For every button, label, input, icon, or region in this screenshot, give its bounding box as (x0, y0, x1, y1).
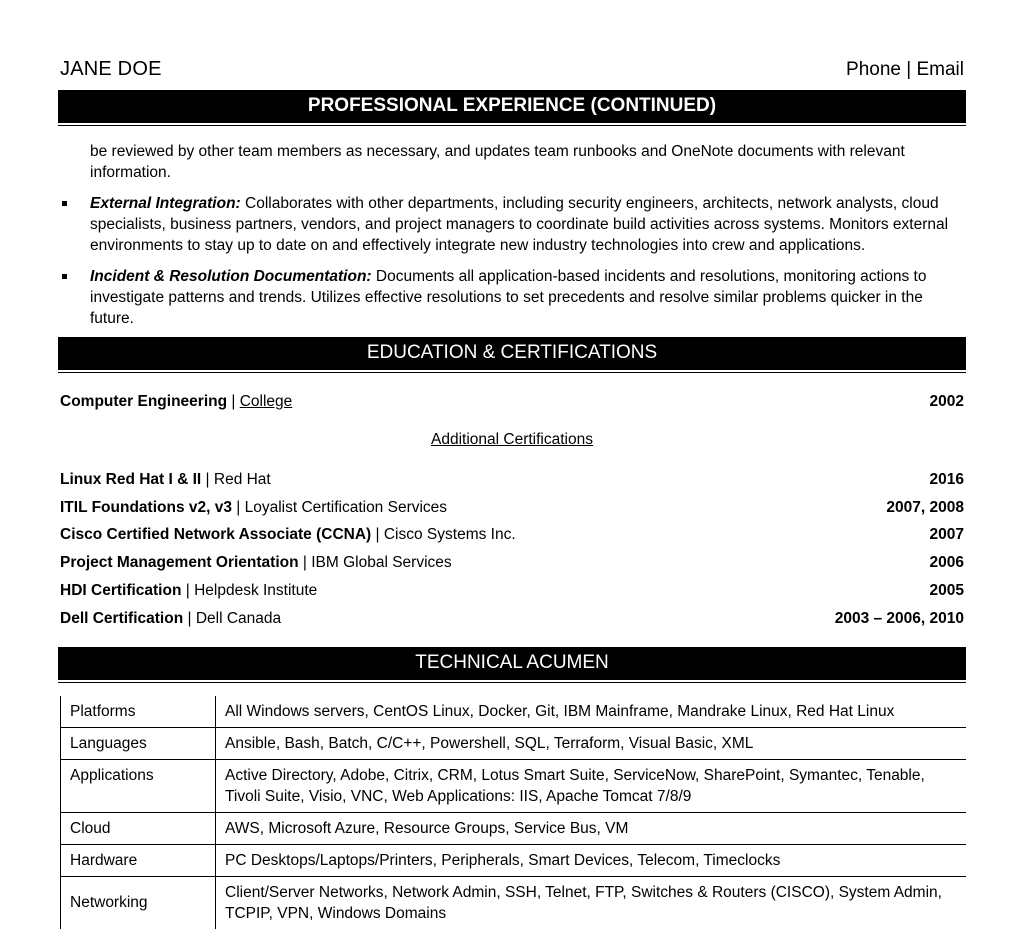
table-row (61, 696, 967, 728)
skill-values: Client/Server Networks, Network Admin, SSH, Telnet, FTP, Switches & Routers (CISCO), System Admin, TCPIP, VPN, Windows Domains (216, 876, 967, 929)
cert-org: Dell Canada (195, 609, 282, 627)
technical-skills-table (60, 696, 966, 929)
cert-year: 2016 (929, 470, 964, 488)
resume-header (58, 58, 966, 90)
cert-entry (60, 605, 281, 633)
skill-category: Applications (61, 759, 216, 812)
cert-name: Project Management Orientation (60, 554, 299, 572)
candidate-name: JANE DOE (60, 58, 162, 80)
additional-certifications-heading (58, 420, 966, 460)
cert-year: 2007, 2008 (886, 498, 964, 516)
cert-name: HDI Certification (60, 581, 182, 599)
skill-values: All Windows servers, CentOS Linux, Docker, Git, IBM Mainframe, Mandrake Linux, Red Hat Linux (225, 702, 895, 720)
cert-org: Loyalist Certification Services (244, 498, 448, 516)
additional-certifications-label: Additional Certifications (431, 430, 593, 448)
education-list (58, 388, 966, 633)
table-row (61, 844, 967, 876)
cert-org: Helpdesk Institute (194, 581, 318, 599)
cert-name: Dell Certification (60, 609, 184, 627)
skill-category: Languages (61, 727, 216, 759)
cert-year: 2006 (929, 554, 964, 572)
cert-name: Linux Red Hat I & II (60, 470, 202, 488)
cert-row (58, 605, 966, 633)
skill-category: Hardware (61, 844, 216, 876)
skill-values: AWS, Microsoft Azure, Resource Groups, Service Bus, VM (216, 812, 967, 844)
degree-year: 2002 (929, 393, 964, 410)
cert-year: 2003 – 2006, 2010 (834, 609, 964, 627)
cert-year: 2005 (929, 581, 964, 599)
cert-entry (60, 494, 447, 522)
table-row (61, 876, 967, 929)
cert-org: IBM Global Services (311, 554, 452, 572)
separator: | (227, 393, 240, 410)
separator: | (231, 498, 245, 516)
cert-org: Cisco Systems Inc. (383, 526, 516, 544)
experience-section-title: PROFESSIONAL EXPERIENCE (CONTINUED) (58, 90, 966, 123)
bullet-lead: External Integration: (90, 195, 241, 212)
bullet-square-icon (62, 274, 67, 279)
separator: | (298, 554, 312, 572)
skill-category: Platforms (61, 696, 216, 728)
cert-row (58, 521, 966, 549)
resume-page (58, 58, 966, 929)
separator: | (181, 581, 195, 599)
degree-school: College (239, 393, 293, 410)
cert-org: Red Hat (213, 470, 271, 488)
cert-entry (60, 549, 452, 577)
cert-name: Cisco Certified Network Associate (CCNA) (60, 526, 372, 544)
separator: | (371, 526, 384, 544)
skill-category: Networking (61, 876, 216, 929)
skill-category: Cloud (61, 812, 216, 844)
table-row (61, 759, 967, 812)
separator: | (183, 609, 196, 627)
cert-row (58, 577, 966, 605)
technical-section-title: TECHNICAL ACUMEN (58, 647, 966, 680)
continuation-text: be reviewed by other team members as necessary, and updates team runbooks and OneNote documents with relevant information. (90, 143, 905, 181)
skill-values: Ansible, Bash, Batch, C/C++, Powershell, SQL, Terraform, Visual Basic, XML (216, 727, 967, 759)
bullet-text: Documents all application-based incidents and resolutions, monitoring actions to investigate patterns and trends. Utilizes effective resolutions to set precedents and resolve similar problems quicker in the future. (90, 268, 927, 327)
cert-entry (60, 577, 317, 605)
bullet-text: Collaborates with other departments, including security engineers, architects, network analysts, cloud specialists, business partners, vendors, and project managers to coordinate build activities across systems. Monitors external environments to stay up to date on and effectively integrate new industry technologies into crew and applications. (90, 195, 949, 254)
skill-values: PC Desktops/Laptops/Printers, Peripherals, Smart Devices, Telecom, Timeclocks (216, 844, 967, 876)
experience-bullet (58, 266, 966, 329)
bullet-square-icon (62, 201, 67, 206)
cert-entry (60, 466, 271, 494)
cert-row (58, 549, 966, 577)
experience-bullet (58, 193, 966, 256)
degree-name: Computer Engineering (60, 393, 228, 410)
degree-row (58, 388, 966, 416)
experience-continuation (58, 141, 966, 183)
cert-name: ITIL Foundations v2, v3 (60, 498, 232, 516)
cert-year: 2007 (929, 526, 964, 544)
cert-row (58, 494, 966, 522)
skill-values: Active Directory, Adobe, Citrix, CRM, Lotus Smart Suite, ServiceNow, SharePoint, Symantec, Tenable, Tivoli Suite, Visio, VNC, Web Applications: IIS, Apache Tomcat 7/8/9 (216, 759, 967, 812)
cert-row (58, 466, 966, 494)
cert-entry (60, 521, 516, 549)
education-section-title: EDUCATION & CERTIFICATIONS (58, 337, 966, 370)
contact-info: Phone | Email (846, 59, 964, 80)
section-spacer (58, 633, 966, 647)
degree-entry (60, 388, 292, 416)
experience-bullet-list (58, 141, 966, 329)
separator: | (201, 470, 214, 488)
bullet-lead: Incident & Resolution Documentation: (90, 268, 372, 285)
table-row (61, 812, 967, 844)
table-row (61, 727, 967, 759)
